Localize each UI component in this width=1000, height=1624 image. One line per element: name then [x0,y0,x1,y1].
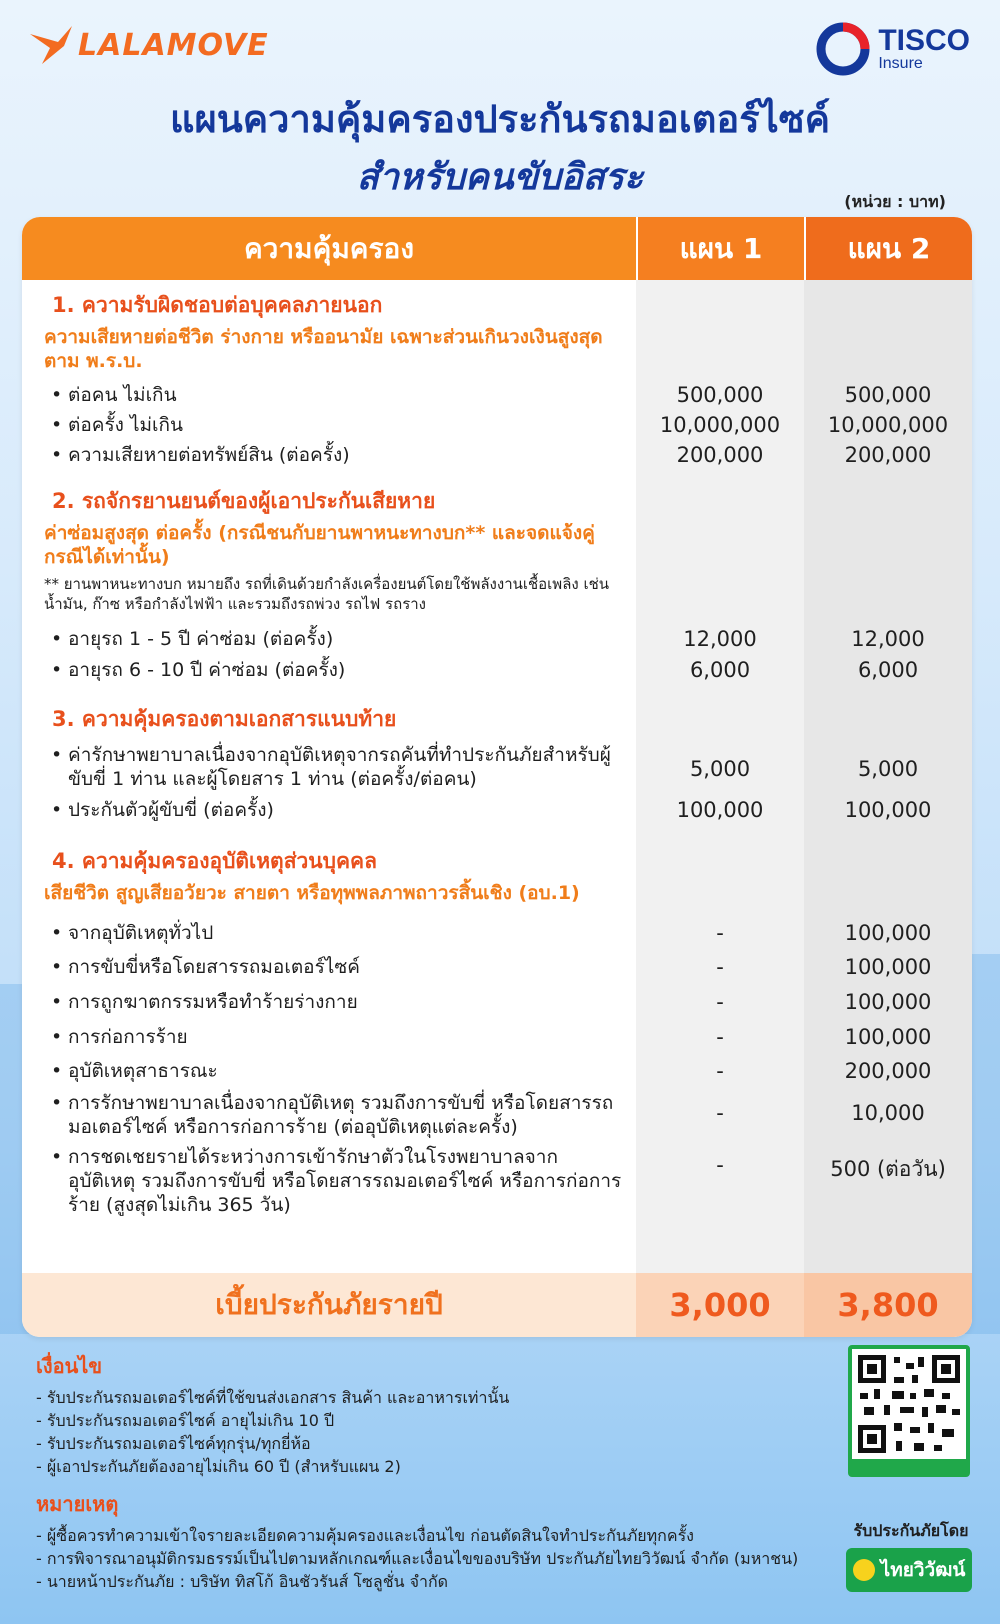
section-4-title: 4. ความคุ้มครองอุบัติเหตุส่วนบุคคล [52,849,377,873]
lalamove-logo [28,22,269,68]
plan-2-value: 10,000,000 [827,413,949,437]
row-label: • ประกันตัวผู้ขับขี่ (ต่อครั้ง) [68,798,623,822]
row-label: • ความเสียหายต่อทรัพย์สิน (ต่อครั้ง) [68,443,623,467]
tisco-wordmark: TISCO [878,24,970,57]
premium-label: เบี้ยประกันภัยรายปี [22,1273,636,1337]
plan-2-value: 200,000 [844,1059,932,1083]
plan-1-value: - [716,990,724,1014]
tisco-subtext: Insure [878,55,923,72]
conditions-title: เงื่อนไข [36,1354,103,1378]
premium-row [22,1273,972,1337]
plan-2-value: 100,000 [844,798,932,822]
thaivivat-logo [846,1548,972,1592]
section-1-subtitle: ความเสียหายต่อชีวิต ร่างกาย หรืออนามัย เฉพาะส่วนเกินวงเงินสูงสุดตาม พ.ร.บ. [44,326,603,372]
underwriter-label: รับประกันภัยโดย [853,1521,969,1540]
plan-2-value: 100,000 [844,990,932,1014]
plan-1-value: 6,000 [689,658,751,682]
qr-code-icon [852,1349,966,1459]
lalamove-wordmark: LALAMOVE [78,27,269,63]
plan-2-value: 200,000 [844,443,932,467]
premium-plan-2: 3,800 [804,1273,972,1337]
qr-frame-bar [852,1459,966,1473]
condition-item: - ผู้เอาประกันภัยต้องอายุไม่เกิน 60 ปี (สำหรับแผน 2) [36,1457,401,1476]
section-2-subtitle: ค่าซ่อมสูงสุด ต่อครั้ง (กรณีชนกับยานพาหนะทางบก** และจดแจ้งคู่กรณีได้เท่านั้น) [44,522,595,568]
condition-item: - รับประกันรถมอเตอร์ไซค์ อายุไม่เกิน 10 ปี [36,1411,335,1430]
lalamove-bird-icon [28,22,74,68]
plan-2-value: 100,000 [844,955,932,979]
plan-1-value: - [716,921,724,945]
row-label: • อุบัติเหตุสาธารณะ [68,1059,623,1083]
header-coverage: ความคุ้มครอง [22,217,636,280]
plan-2-value: 500,000 [844,383,932,407]
table-header [22,217,972,280]
row-label: • อายุรถ 1 - 5 ปี ค่าซ่อม (ต่อครั้ง) [68,627,623,651]
row-label: • การชดเชยรายได้ระหว่างการเข้ารักษาตัวในโรงพยาบาลจากอุบัติเหตุ รวมถึงการขับขี่ หรือโดยสารรถมอเตอร์ไซค์ หรือการก่อการร้าย (สูงสุดไม่เกิน 365 วัน) [68,1145,623,1217]
row-label: • การก่อการร้าย [68,1025,623,1049]
plan-1-value: - [716,1025,724,1049]
plan-1-value: 10,000,000 [659,413,781,437]
plan-1-value: 5,000 [689,757,751,781]
row-label: • ต่อครั้ง ไม่เกิน [68,413,623,437]
remark-item: - ผู้ซื้อควรทำความเข้าใจรายละเอียดความคุ้มครองและเงื่อนไข ก่อนตัดสินใจทำประกันภัยทุกครั้ง [36,1526,694,1545]
tisco-ring-icon [816,22,870,76]
plan-1-value: 500,000 [676,383,764,407]
page-subtitle: สำหรับคนขับอิสระ [356,157,644,198]
plan-2-value: 500 (ต่อวัน) [830,1157,946,1181]
remark-item: - นายหน้าประกันภัย : บริษัท ทิสโก้ อินชัวรันส์ โซลูชั่น จำกัด [36,1572,449,1591]
row-label: • อายุรถ 6 - 10 ปี ค่าซ่อม (ต่อครั้ง) [68,658,623,682]
plan-2-value: 6,000 [857,658,919,682]
row-label: • การขับขี่หรือโดยสารรถมอเตอร์ไซค์ [68,955,623,979]
row-label: • ค่ารักษาพยาบาลเนื่องจากอุบัติเหตุจากรถคันที่ทำประกันภัยสำหรับผู้ขับขี่ 1 ท่าน และผู้โดยสาร 1 ท่าน (ต่อครั้ง/ต่อคน) [68,743,623,791]
remarks-title: หมายเหตุ [36,1492,119,1516]
plan-1-value: - [716,1153,724,1177]
unit-note: (หน่วย : บาท) [844,192,946,211]
row-label: • จากอุบัติเหตุทั่วไป [68,921,623,945]
tisco-insure-logo [816,22,970,76]
header [0,0,1000,215]
row-label: • การรักษาพยาบาลเนื่องจากอุบัติเหตุ รวมถึงการขับขี่ หรือโดยสารรถมอเตอร์ไซค์ หรือการก่อการร้าย (ต่ออุบัติเหตุแต่ละครั้ง) [68,1091,623,1139]
plan-1-value: - [716,955,724,979]
condition-item: - รับประกันรถมอเตอร์ไซค์ที่ใช้ขนส่งเอกสาร สินค้า และอาหารเท่านั้น [36,1388,510,1407]
row-label: • การถูกฆาตกรรมหรือทำร้ายร่างกาย [68,990,623,1014]
plan-1-value: 200,000 [676,443,764,467]
section-2-title: 2. รถจักรยานยนต์ของผู้เอาประกันเสียหาย [52,489,436,513]
plan-2-value: 10,000 [851,1101,925,1125]
section-2-note: ** ยานพาหนะทางบก หมายถึง รถที่เดินด้วยกำลังเครื่องยนต์โดยใช้พลังงานเชื้อเพลิง เช่น น้ำมัน, ก๊าซ หรือกำลังไฟฟ้า และรวมถึงรถพ่วง รถไฟ รถราง [44,575,610,613]
plan-2-value: 100,000 [844,921,932,945]
coverage-table [22,217,972,1337]
plan-1-value: - [716,1059,724,1083]
thaivivat-wordmark: ไทยวิวัฒน์ [880,1559,966,1581]
plan-1-value: 12,000 [683,627,757,651]
row-label: • ต่อคน ไม่เกิน [68,383,623,407]
remark-item: - การพิจารณาอนุมัติกรมธรรม์เป็นไปตามหลักเกณฑ์และเงื่อนไขของบริษัท ประกันภัยไทยวิวัฒน์ จำกัด (มหาชน) [36,1549,799,1568]
plan-1-value: 100,000 [676,798,764,822]
plan-2-value: 12,000 [851,627,925,651]
condition-item: - รับประกันรถมอเตอร์ไซค์ทุกรุ่น/ทุกยี่ห้อ [36,1434,311,1453]
plan-2-value: 100,000 [844,1025,932,1049]
header-plan-1: แผน 1 [636,217,804,280]
page-title: แผนความคุ้มครองประกันรถมอเตอร์ไซค์ [170,97,830,141]
section-3-title: 3. ความคุ้มครองตามเอกสารแนบท้าย [52,707,397,731]
premium-plan-1: 3,000 [636,1273,804,1337]
plan-1-value: - [716,1101,724,1125]
plan-2-value: 5,000 [857,757,919,781]
section-4-subtitle: เสียชีวิต สูญเสียอวัยวะ สายตา หรือทุพพลภาพถาวรสิ้นเชิง (อบ.1) [44,882,580,904]
qr-code[interactable] [848,1345,970,1477]
sun-icon [853,1559,875,1581]
terms-section [36,1350,816,1593]
section-1-title: 1. ความรับผิดชอบต่อบุคคลภายนอก [52,293,383,317]
header-plan-2: แผน 2 [804,217,972,280]
